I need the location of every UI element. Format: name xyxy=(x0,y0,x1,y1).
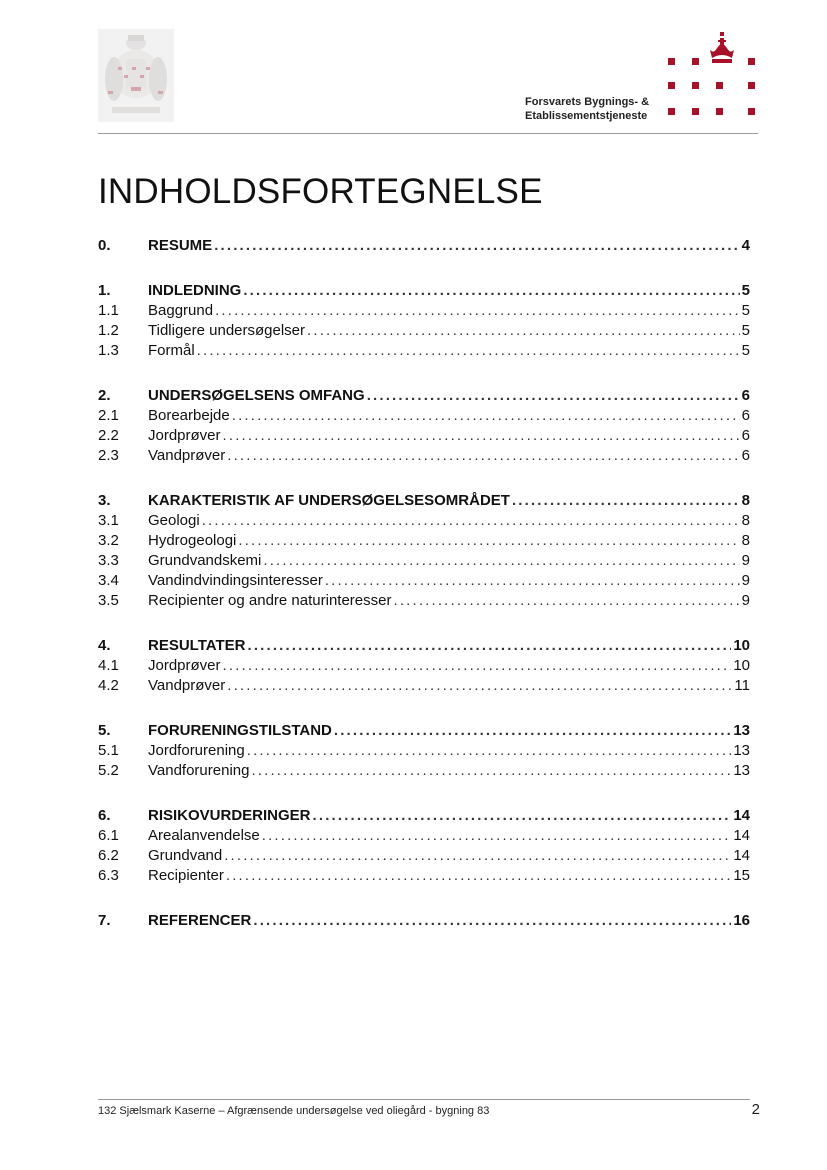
toc-entry-number: 3.1 xyxy=(98,512,119,529)
toc-entry-number: 1.2 xyxy=(98,322,119,339)
toc-dot-leader xyxy=(223,426,740,446)
toc-entry-label[interactable]: Recipienter og andre naturinteresser xyxy=(148,592,392,609)
toc-entry-page: 14 xyxy=(733,807,750,824)
toc-chapter-row[interactable] xyxy=(98,806,750,826)
footer-divider xyxy=(98,1099,750,1100)
toc-entry-number: 4.2 xyxy=(98,677,119,694)
toc-entry-number: 0. xyxy=(98,237,111,254)
toc-dot-leader xyxy=(232,406,740,426)
toc-section-row[interactable] xyxy=(98,511,750,531)
toc-section-row[interactable] xyxy=(98,826,750,846)
toc-entry-label[interactable]: Formål xyxy=(148,342,195,359)
footer-text: 132 Sjælsmark Kaserne – Afgrænsende undersøgelse ved oliegård - bygning 83 xyxy=(98,1105,490,1117)
toc-dot-leader xyxy=(512,491,740,511)
toc-section-row[interactable] xyxy=(98,551,750,571)
toc-entry-page: 13 xyxy=(733,722,750,739)
toc-entry-number: 4. xyxy=(98,637,111,654)
toc-chapter-row[interactable] xyxy=(98,491,750,511)
toc-dot-leader xyxy=(243,281,739,301)
toc-section-row[interactable] xyxy=(98,846,750,866)
toc-entry-label[interactable]: Geologi xyxy=(148,512,200,529)
toc-entry-label[interactable]: KARAKTERISTIK AF UNDERSØGELSESOMRÅDET xyxy=(148,492,510,509)
toc-entry-label[interactable]: Vandprøver xyxy=(148,447,226,464)
toc-entry-number: 1.3 xyxy=(98,342,119,359)
toc-section-row[interactable] xyxy=(98,446,750,466)
toc-section-row[interactable] xyxy=(98,656,750,676)
toc-entry-number: 2.2 xyxy=(98,427,119,444)
toc-entry-page: 5 xyxy=(741,342,750,359)
toc-entry-page: 14 xyxy=(733,827,750,844)
toc-entry-number: 2.3 xyxy=(98,447,119,464)
toc-section-row[interactable] xyxy=(98,741,750,761)
toc-entry-label[interactable]: FORURENINGSTILSTAND xyxy=(148,722,332,739)
toc-entry-page: 13 xyxy=(733,742,750,759)
toc-dot-leader xyxy=(307,321,740,341)
toc-dot-leader xyxy=(334,721,731,741)
toc-chapter-row[interactable] xyxy=(98,636,750,656)
crown-logo-icon xyxy=(664,32,760,122)
toc-entry-page: 4 xyxy=(741,237,750,254)
toc-entry-number: 3.4 xyxy=(98,572,119,589)
toc-entry-label[interactable]: Jordprøver xyxy=(148,657,221,674)
page-title: INDHOLDSFORTEGNELSE xyxy=(98,172,543,211)
toc-entry-page: 15 xyxy=(733,867,750,884)
toc-entry-number: 6.1 xyxy=(98,827,119,844)
toc-entry-number: 6.3 xyxy=(98,867,119,884)
toc-entry-page: 6 xyxy=(741,387,750,404)
toc-entry-label[interactable]: Grundvandskemi xyxy=(148,552,262,569)
toc-entry-label[interactable]: Tidligere undersøgelser xyxy=(148,322,306,339)
toc-entry-label[interactable]: UNDERSØGELSENS OMFANG xyxy=(148,387,365,404)
toc-chapter-row[interactable] xyxy=(98,911,750,931)
toc-section-row[interactable] xyxy=(98,676,750,696)
toc-entry-label[interactable]: RISIKOVURDERINGER xyxy=(148,807,311,824)
toc-entry-number: 5.1 xyxy=(98,742,119,759)
toc-entry-page: 16 xyxy=(733,912,750,929)
toc-dot-leader xyxy=(227,446,739,466)
toc-entry-label[interactable]: Vandforurening xyxy=(148,762,250,779)
toc-entry-label[interactable]: Borearbejde xyxy=(148,407,230,424)
toc-entry-label[interactable]: INDLEDNING xyxy=(148,282,242,299)
toc-entry-label[interactable]: Vandindvindingsinteresser xyxy=(148,572,323,589)
toc-dot-leader xyxy=(262,826,732,846)
toc-chapter-row[interactable] xyxy=(98,721,750,741)
toc-entry-number: 5.2 xyxy=(98,762,119,779)
toc-entry-label[interactable]: Vandprøver xyxy=(148,677,226,694)
toc-entry-page: 5 xyxy=(741,322,750,339)
toc-entry-label[interactable]: Recipienter xyxy=(148,867,224,884)
toc-dot-leader xyxy=(393,591,739,611)
toc-dot-leader xyxy=(248,636,732,656)
toc-dot-leader xyxy=(224,846,731,866)
toc-entry-number: 1.1 xyxy=(98,302,119,319)
toc-entry-page: 9 xyxy=(741,592,750,609)
toc-entry-page: 6 xyxy=(741,407,750,424)
toc-chapter-row[interactable] xyxy=(98,386,750,406)
toc-chapter-row[interactable] xyxy=(98,281,750,301)
organization-name-line-1: Forsvarets Bygnings- & xyxy=(525,96,650,108)
toc-section-row[interactable] xyxy=(98,406,750,426)
toc-section-row[interactable] xyxy=(98,301,750,321)
toc-entry-label[interactable]: Grundvand xyxy=(148,847,223,864)
footer-page-number: 2 xyxy=(751,1101,760,1118)
toc-entry-number: 6.2 xyxy=(98,847,119,864)
toc-section-row[interactable] xyxy=(98,341,750,361)
coat-of-arms-image xyxy=(98,29,174,122)
toc-entry-number: 3. xyxy=(98,492,111,509)
toc-section-row[interactable] xyxy=(98,321,750,341)
toc-entry-page: 8 xyxy=(741,532,750,549)
toc-dot-leader xyxy=(263,551,739,571)
toc-entry-number: 7. xyxy=(98,912,111,929)
organization-name xyxy=(525,95,649,123)
toc-section-row[interactable] xyxy=(98,531,750,551)
toc-entry-page: 9 xyxy=(741,572,750,589)
toc-dot-leader xyxy=(238,531,739,551)
organization-name-line-2: Etablissementstjeneste xyxy=(525,110,648,122)
toc-entry-page: 13 xyxy=(733,762,750,779)
toc-entry-page: 5 xyxy=(741,282,750,299)
toc-entry-label[interactable]: Baggrund xyxy=(148,302,214,319)
toc-entry-label[interactable]: REFERENCER xyxy=(148,912,252,929)
toc-entry-page: 9 xyxy=(741,552,750,569)
toc-entry-page: 8 xyxy=(741,492,750,509)
toc-chapter-row[interactable] xyxy=(98,236,750,256)
toc-dot-leader xyxy=(215,301,740,321)
toc-entry-number: 3.2 xyxy=(98,532,119,549)
toc-entry-number: 3.5 xyxy=(98,592,119,609)
toc-section-row[interactable] xyxy=(98,426,750,446)
toc-entry-page: 5 xyxy=(741,302,750,319)
toc-entry-page: 6 xyxy=(741,447,750,464)
toc-entry-label[interactable]: RESUME xyxy=(148,237,213,254)
toc-entry-number: 3.3 xyxy=(98,552,119,569)
toc-entry-number: 6. xyxy=(98,807,111,824)
toc-entry-number: 4.1 xyxy=(98,657,119,674)
toc-entry-page: 8 xyxy=(741,512,750,529)
toc-dot-leader xyxy=(325,571,740,591)
toc-dot-leader xyxy=(226,866,731,886)
toc-entry-label[interactable]: RESULTATER xyxy=(148,637,246,654)
toc-dot-leader xyxy=(251,761,731,781)
toc-entry-page: 11 xyxy=(734,677,750,694)
toc-dot-leader xyxy=(223,656,732,676)
table-of-contents xyxy=(98,236,750,931)
toc-dot-leader xyxy=(367,386,740,406)
toc-dot-leader xyxy=(253,911,731,931)
toc-entry-label[interactable]: Hydrogeologi xyxy=(148,532,237,549)
toc-entry-page: 6 xyxy=(741,427,750,444)
toc-entry-number: 2.1 xyxy=(98,407,119,424)
toc-entry-number: 5. xyxy=(98,722,111,739)
toc-entry-page: 14 xyxy=(733,847,750,864)
toc-section-row[interactable] xyxy=(98,591,750,611)
toc-entry-page: 10 xyxy=(733,637,750,654)
toc-dot-leader xyxy=(227,676,732,696)
toc-entry-label[interactable]: Jordprøver xyxy=(148,427,221,444)
toc-section-row[interactable] xyxy=(98,866,750,886)
toc-entry-page: 10 xyxy=(733,657,750,674)
toc-dot-leader xyxy=(202,511,740,531)
toc-dot-leader xyxy=(214,236,739,256)
toc-entry-label[interactable]: Jordforurening xyxy=(148,742,245,759)
toc-dot-leader xyxy=(313,806,732,826)
toc-dot-leader xyxy=(247,741,732,761)
toc-section-row[interactable] xyxy=(98,571,750,591)
toc-section-row[interactable] xyxy=(98,761,750,781)
header-divider xyxy=(98,133,758,134)
toc-entry-number: 1. xyxy=(98,282,111,299)
toc-entry-number: 2. xyxy=(98,387,111,404)
toc-entry-label[interactable]: Arealanvendelse xyxy=(148,827,260,844)
toc-dot-leader xyxy=(197,341,740,361)
